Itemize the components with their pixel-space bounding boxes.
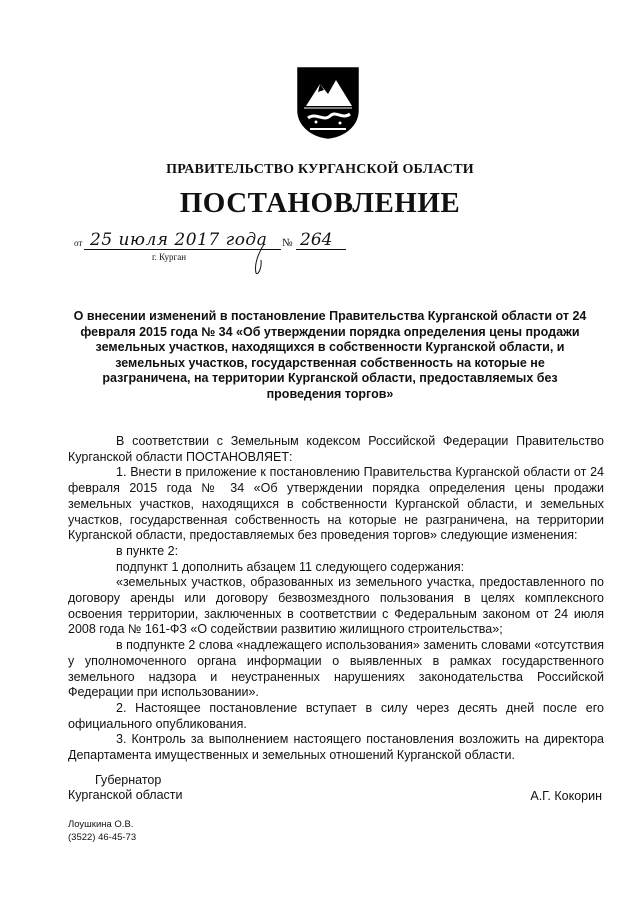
body-paragraph: 2. Настоящее постановление вступает в силу через десять дней после его официального опубликования. <box>68 700 604 731</box>
body-paragraph: 3. Контроль за выполнением настоящего постановления возложить на директора Департамента имущественных и земельных отношений Курганской области. <box>68 732 604 763</box>
body-paragraph: подпункт 1 дополнить абзацем 11 следующего содержания: <box>116 559 465 574</box>
document-subject: О внесении изменений в постановление Правительства Курганской области от 24 февраля 2015 года № 34 «Об утверждении порядка определения цены продажи земельных участков, находящихся в собственности Курганской области, и земельных участков, государственная собственность на которые не разграничена, на территории Курганской области, предоставляемых без проведения торгов» <box>73 309 587 401</box>
body-paragraph: В соответствии с Земельным кодексом Российской Федерации Правительство Курганской области ПОСТАНОВЛЯЕТ: <box>68 434 604 464</box>
document-type-title: ПОСТАНОВЛЕНИЕ <box>179 187 461 219</box>
handwritten-number: 264 <box>300 230 333 250</box>
handwritten-date: 25 июля 2017 года <box>90 230 268 250</box>
signatory-position-line-2: Курганской области <box>68 788 183 802</box>
body-paragraph: в пункте 2: <box>116 543 179 558</box>
coat-of-arms-icon <box>296 66 360 140</box>
executor-name: Лоушкина О.В. <box>68 819 134 830</box>
number-sign: № <box>282 237 293 249</box>
government-title: ПРАВИТЕЛЬСТВО КУРГАНСКОЙ ОБЛАСТИ <box>166 162 474 177</box>
signatory-position-line-1: Губернатор <box>95 773 162 787</box>
body-paragraph: «земельных участков, образованных из земельного участка, предоставленного по договору аренды или договору безвозмездного пользования в целях комплексного освоения территории, заключенных в соответствии с Федеральным законом от 24 июля 2008 года № 161-ФЗ «О содействии развитию жилищного строительства»; <box>68 575 604 637</box>
city-label: г. Курган <box>152 252 187 262</box>
handwriting-flourish-icon <box>244 240 274 276</box>
signatory-name: А.Г. Кокорин <box>530 789 602 803</box>
date-number-block <box>74 232 354 274</box>
executor-phone: (3522) 46-45-73 <box>68 832 137 843</box>
document-body <box>68 434 604 764</box>
executor-block <box>68 818 136 844</box>
date-prefix: от <box>74 238 83 248</box>
body-paragraph: в подпункте 2 слова «надлежащего использования» заменить словами «отсутствия у уполномоченного органа информации о выявленных в рамках государственного земельного надзора и неустраненных нарушениях законодательства Российской Федерации при использовании». <box>68 638 604 700</box>
body-paragraph: 1. Внести в приложение к постановлению Правительства Курганской области от 24 февраля 2015 года № 34 «Об утверждении порядка определения цены продажи земельных участков, находящихся в собственности Курганской области, и земельных участков, государственная собственность на которые не разграничена, на территории Курганской области, предоставляемых без проведения торгов» следующие изменения: <box>68 465 604 543</box>
